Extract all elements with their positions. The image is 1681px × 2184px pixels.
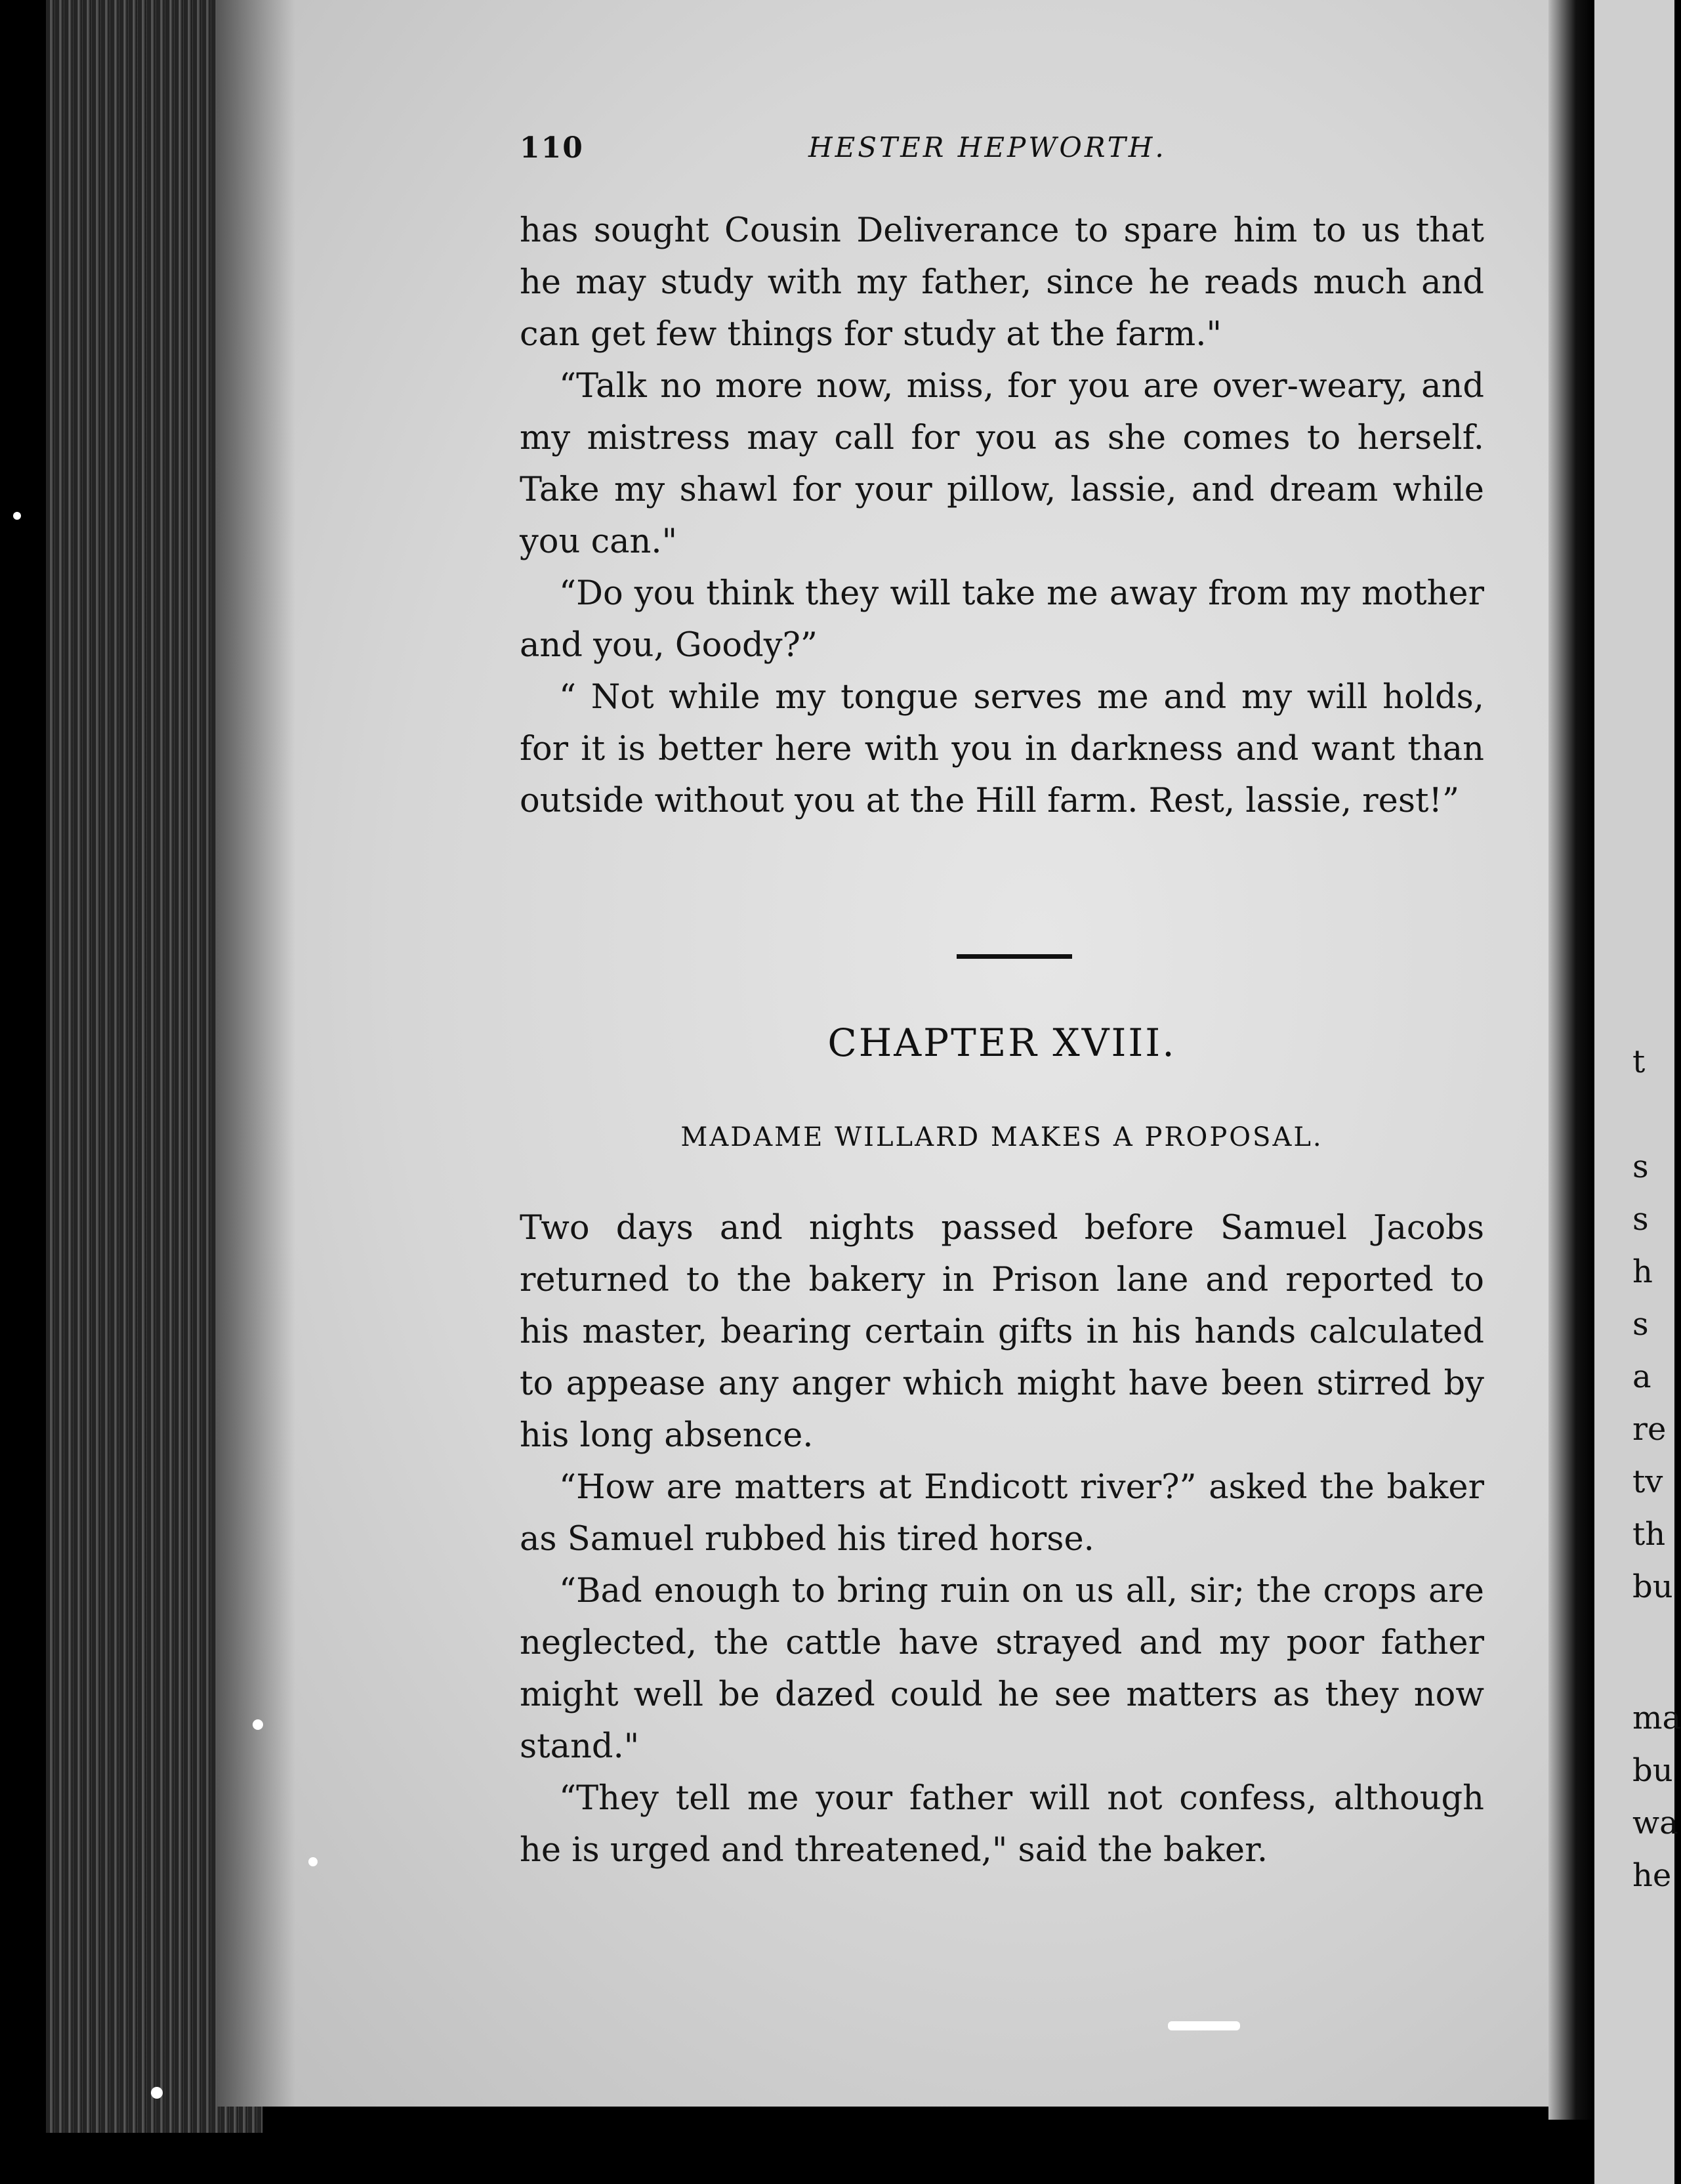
facing-fragment: he	[1632, 1857, 1672, 1894]
paragraph: “How are matters at Endicott river?” asked the baker as Samuel rubbed his tired horse.	[520, 1468, 1484, 1559]
facing-fragment: s	[1632, 1148, 1649, 1185]
running-head	[520, 131, 1215, 177]
body-text-bottom	[520, 1202, 1484, 1876]
book-title: HESTER HEPWORTH.	[808, 131, 1167, 163]
facing-fragment: h	[1632, 1253, 1653, 1290]
facing-fragment: th	[1632, 1516, 1666, 1553]
page-number: 110	[520, 131, 584, 165]
facing-fragment: s	[1632, 1306, 1649, 1343]
dust-speck	[253, 1719, 263, 1730]
spine-fold	[1548, 0, 1594, 2120]
facing-fragment: s	[1632, 1201, 1649, 1238]
dust-speck	[13, 512, 21, 520]
dust-speck	[308, 1857, 318, 1866]
section-rule	[957, 954, 1072, 959]
paragraph: “Bad enough to bring ruin on us all, sir; the crops are neglected, the cattle have strayed and my poor father might well be dazed could he see matters as they now stand."	[520, 1572, 1484, 1766]
facing-fragment: wa	[1632, 1805, 1678, 1841]
facing-fragment: bu	[1632, 1568, 1673, 1605]
chapter-subtitle: MADAME WILLARD MAKES A PROPOSAL.	[680, 1122, 1323, 1152]
paragraph: “Talk no more now, miss, for you are over-weary, and my mistress may call for you as she comes to herself. Take my shawl for your pillow, lassie, and dream while you can."	[520, 367, 1484, 561]
dust-speck	[1168, 2021, 1240, 2030]
facing-fragment: re	[1632, 1411, 1667, 1448]
paragraph: Two days and nights passed before Samuel Jacobs returned to the bakery in Prison lane and reported to his master, bearing certain gifts in his hands calculated to appease any anger which might have been stirred by his long absence.	[520, 1209, 1484, 1455]
paragraph: “They tell me your father will not confess, although he is urged and threatened," said the baker.	[520, 1779, 1484, 1870]
gutter-shadow	[217, 0, 295, 2107]
paragraph: “ Not while my tongue serves me and my will holds, for it is better here with you in darkness and want than outside without you at the Hill farm. Rest, lassie, rest!”	[520, 678, 1484, 820]
body-text-top	[520, 205, 1484, 827]
facing-page-fragments	[1632, 0, 1681, 2184]
facing-fragment: bu	[1632, 1752, 1673, 1789]
paragraph: “Do you think they will take me away from my mother and you, Goody?”	[520, 574, 1484, 665]
facing-fragment: tv	[1632, 1463, 1663, 1500]
facing-fragment: ma	[1632, 1700, 1681, 1736]
facing-fragment: t	[1632, 1043, 1646, 1080]
facing-fragment: a	[1632, 1358, 1651, 1395]
chapter-heading: CHAPTER XVIII.	[827, 1020, 1176, 1065]
dust-speck	[151, 2087, 163, 2099]
paragraph: has sought Cousin Deliverance to spare him to us that he may study with my father, since he reads much and can get few things for study at the farm."	[520, 211, 1484, 354]
